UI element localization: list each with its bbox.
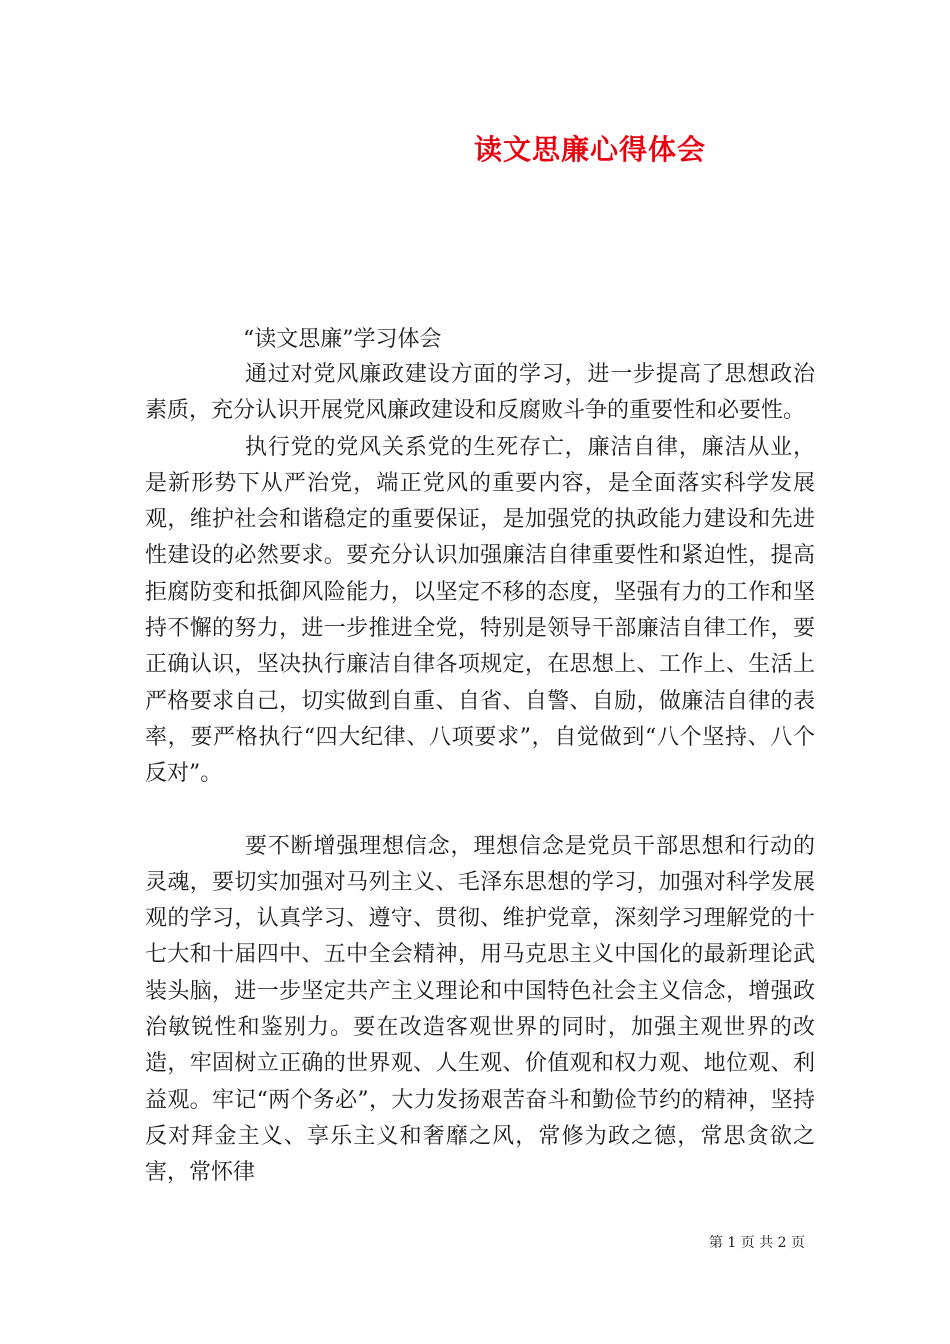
paragraph: 要不断增强理想信念，理想信念是党员干部思想和行动的灵魂，要切实加强对马列主义、毛泽东思想的学习，加强对科学发展观的学习，认真学习、遵守、贯彻、维护党章，深刻学习理解党的十七大和十届四中、五中全会精神，用马克思主义中国化的最新理论武装头脑，进一步坚定共产主义理论和中国特色社会主义信念，增强政治敏锐性和鉴别力。要在改造客观世界的同时，加强主观世界的改造，牢固树立正确的世界观、人生观、价值观和权力观、地位观、利益观。牢记“两个务必”，大力发扬艰苦奋斗和勤俭节约的精神，坚持反对拜金主义、享乐主义和奢靡之风，常修为政之德，常思贪欲之害，常怀律 [145,833,815,1186]
page-number: 第 1 页 共 2 页 [708,1235,805,1251]
document-subtitle: “读文思廉”学习体会 [243,327,442,352]
paragraph: 执行党的党风关系党的生死存亡，廉洁自律，廉洁从业，是新形势下从严治党，端正党风的重要内容，是全面落实科学发展观，维护社会和谐稳定的重要保证，是加强党的执政能力建设和先进性建设的必然要求。要充分认识加强廉洁自律重要性和紧迫性，提高拒腐防变和抵御风险能力，以坚定不移的态度，坚强有力的工作和坚持不懈的努力，进一步推进全党，特别是领导干部廉洁自律工作，要正确认识，坚决执行廉洁自律各项规定，在思想上、工作上、生活上严格要求自己，切实做到自重、自省、自警、自励，做廉洁自律的表率，要严格执行“四大纪律、八项要求”，自觉做到“八个坚持、八个反对”。 [145,434,815,787]
paragraph: 通过对党风廉政建设方面的学习，进一步提高了思想政治素质，充分认识开展党风廉政建设和反腐败斗争的重要性和必要性。 [145,362,815,424]
document-title: 读文思廉心得体会 [473,133,706,166]
document-body [145,357,815,1192]
